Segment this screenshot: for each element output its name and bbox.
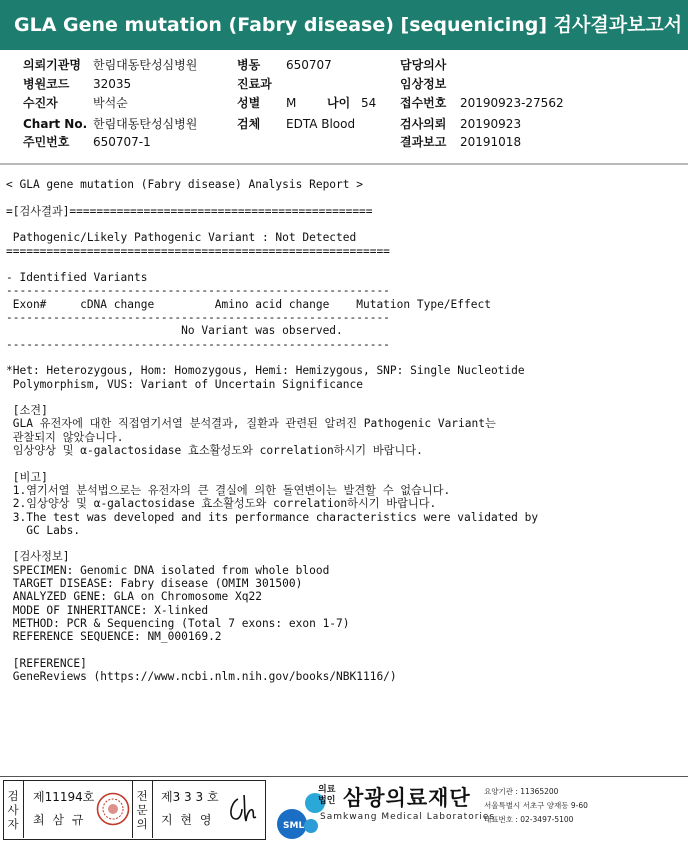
institution-label: 의뢰기관명 <box>23 58 81 72</box>
address: 서울특별시 서초구 양재동 9-60 <box>484 801 588 810</box>
phone: 대표번호 : 02-3497-5100 <box>484 815 574 824</box>
doctor-label: 담당의사 <box>400 58 447 72</box>
report-line: < GLA gene mutation (Fabry disease) Analysis Report > <box>6 178 363 191</box>
report-line: --------------------------------------------------------- <box>6 311 390 324</box>
reception-label: 접수번호 <box>400 96 447 110</box>
report-line: *Het: Heterozygous, Hom: Homozygous, Hemi: Hemizygous, SNP: Single Nucleotide <box>6 364 525 378</box>
info-divider <box>0 163 688 165</box>
agency-code: 요양기관 : 11365200 <box>484 787 559 796</box>
sex-label: 성별 <box>237 96 261 110</box>
specimen-label: 검체 <box>237 117 261 131</box>
hospital-code-label: 병원코드 <box>23 77 70 91</box>
report-line: [REFERENCE] <box>6 656 87 670</box>
report-line: 임상양상 및 α-galactosidase 효소활성도와 correlation하시기 바랍니다. <box>6 444 423 457</box>
info-row-4 <box>0 115 688 133</box>
report-line: METHOD: PCR & Sequencing (Total 7 exons: exon 1-7) <box>6 616 350 630</box>
sig-separator <box>23 781 24 838</box>
clinical-info-label: 임상정보 <box>400 77 447 91</box>
report-line: --------------------------------------------------------- <box>6 337 390 351</box>
resident-label: 주민번호 <box>23 135 70 149</box>
report-line: GC Labs. <box>6 523 81 537</box>
sex-value: M <box>286 96 297 110</box>
report-line: [비고] <box>6 470 48 484</box>
report-title-bar <box>0 0 688 50</box>
specialist-license: 제3 3 3 호 <box>161 790 219 804</box>
info-row-2 <box>0 75 688 93</box>
hospital-code-value: 32035 <box>93 77 132 91</box>
chart-value: 한림대동탄성심병원 <box>93 117 198 131</box>
report-line: [검사정보] <box>6 550 70 564</box>
request-date-label: 검사의뢰 <box>400 117 447 131</box>
report-line: ========================================================= <box>6 244 390 258</box>
report-line: No Variant was observed. <box>6 324 343 338</box>
report-line: SPECIMEN: Genomic DNA isolated from whole blood <box>6 563 330 577</box>
specialist-signature-icon <box>222 789 262 829</box>
report-line: GLA 유전자에 대한 직접염기서열 분석결과, 질환과 관련된 알려진 Pathogenic Variant는 <box>6 417 496 431</box>
report-line: =[검사결과]============================================= <box>6 204 373 218</box>
chart-label: Chart No. <box>23 117 88 131</box>
brand-english: Samkwang Medical Laboratories <box>320 812 496 822</box>
report-date-label: 결과보고 <box>400 135 447 149</box>
report-line: REFERENCE SEQUENCE: NM_000169.2 <box>6 630 222 644</box>
report-line: - Identified Variants <box>6 271 148 285</box>
ward-label: 병동 <box>237 58 261 72</box>
specimen-value: EDTA Blood <box>286 117 356 131</box>
info-row-3 <box>0 94 688 112</box>
sig-separator-3 <box>152 781 153 838</box>
brand-name: 삼광의료재단 <box>343 786 471 810</box>
report-line: Pathogenic/Likely Pathogenic Variant : Not Detected <box>6 231 357 245</box>
brand-corp: 의료법인 <box>318 785 336 806</box>
report-line: 1.염기서열 분석법으로는 유전자의 큰 결실에 의한 돌연변이는 발견할 수 없습니다. <box>6 483 451 497</box>
inspector-seal-icon <box>96 792 130 826</box>
receiver-value: 박석순 <box>93 96 128 110</box>
footer <box>0 776 688 845</box>
report-line: [소견] <box>6 404 48 418</box>
signature-box <box>3 780 266 840</box>
ward-value: 650707 <box>286 58 332 72</box>
specialist-label: 전 문 의 <box>136 789 148 831</box>
institution-value: 한림대동탄성심병원 <box>93 58 198 72</box>
inspector-license: 제11194호 <box>33 790 95 804</box>
age-label: 나이 <box>327 96 351 110</box>
report-line: GeneReviews (https://www.ncbi.nlm.nih.gov/books/NBK1116/) <box>6 670 397 684</box>
report-line: 관찰되지 않았습니다. <box>6 430 124 444</box>
inspector-name: 최 삼 규 <box>33 813 86 827</box>
report-line: Polymorphism, VUS: Variant of Uncertain Significance <box>6 377 363 391</box>
receiver-label: 수진자 <box>23 96 58 110</box>
sml-logo-text: SML <box>283 821 305 831</box>
department-label: 진료과 <box>237 77 272 91</box>
patient-info-section <box>0 52 688 164</box>
age-value: 54 <box>361 96 377 110</box>
report-line: ANALYZED GENE: GLA on Chromosome Xq22 <box>6 590 262 604</box>
resident-value: 650707-1 <box>93 135 151 149</box>
report-line: 2.임상양상 및 α-galactosidase 효소활성도와 correlation하시기 바랍니다. <box>6 497 437 511</box>
report-title: GLA Gene mutation (Fabry disease) [sequenicing] 검사결과보고서 <box>14 14 683 36</box>
inspector-label: 검 사 자 <box>7 789 19 831</box>
report-line: 3.The test was developed and its performance characteristics were validated by <box>6 510 539 524</box>
report-line: TARGET DISEASE: Fabry disease (OMIM 301500) <box>6 577 303 590</box>
specialist-name: 지 현 영 <box>161 813 214 827</box>
info-row-1 <box>0 56 688 74</box>
reception-value: 20190923-27562 <box>460 96 564 110</box>
report-line: Exon# cDNA change Amino acid change Mutation Type/Effect <box>6 297 491 311</box>
report-line: --------------------------------------------------------- <box>6 284 390 298</box>
footer-divider <box>0 776 688 777</box>
sig-separator-2 <box>132 781 133 838</box>
info-row-5 <box>0 133 688 151</box>
report-date-value: 20191018 <box>460 135 522 149</box>
report-line: MODE OF INHERITANCE: X-linked <box>6 603 209 617</box>
request-date-value: 20190923 <box>460 117 522 131</box>
